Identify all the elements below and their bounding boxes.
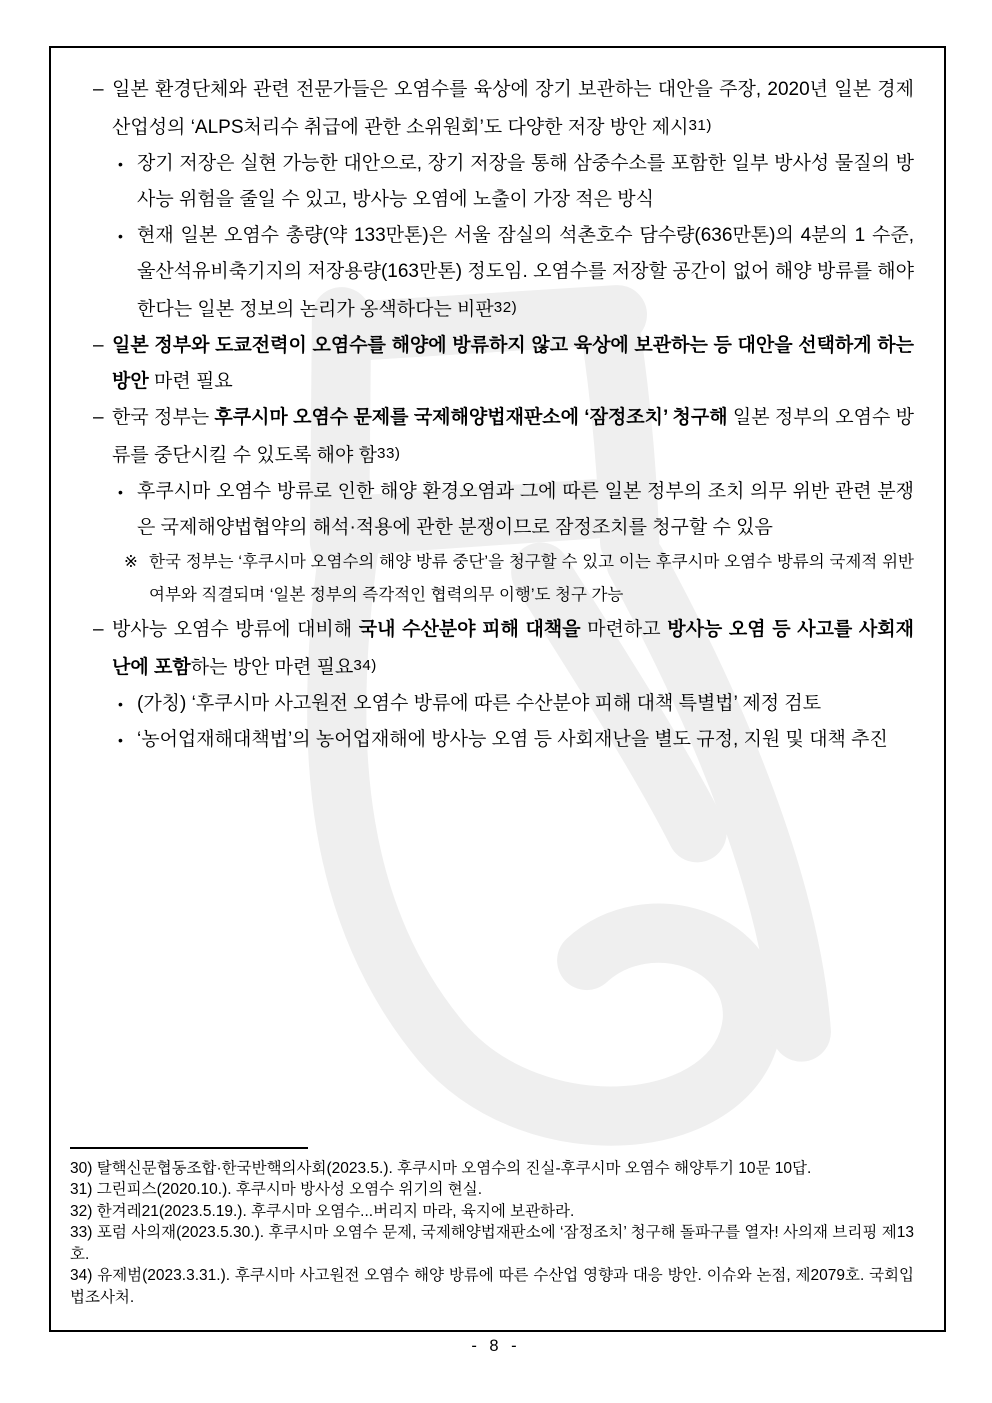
item-text: 일본 환경단체와 관련 전문가들은 오염수를 육상에 장기 보관하는 대안을 주장, 2020년 일본 경제산업성의 ‘ALPS처리수 취급에 관한 소위원회’도 다양한 저장 방안 제시31) [112,79,914,138]
content-box [49,46,946,1332]
bullet-marker: – [93,407,104,428]
item-text: 장기 저장은 실현 가능한 대안으로, 장기 저장을 통해 삼중수소를 포함한 일부 방사성 물질의 방사능 위험을 줄일 수 있고, 방사능 오염에 노출이 가장 적은 방식 [137,153,914,210]
footnote-ref: 33) [377,445,401,462]
item-text: 일본 정부와 도쿄전력이 오염수를 해양에 방류하지 않고 육상에 보관하는 등 대안을 선택하게 하는 방안 마련 필요 [112,335,914,392]
list-item [118,474,914,546]
footnote-area [70,1147,914,1309]
bullet-marker: • [118,228,123,244]
page-number: - 8 - [471,1337,521,1355]
footnote: 34) 유제범(2023.3.31.). 후쿠시마 사고원전 오염수 해양 방류에 따른 수산업 영향과 대응 방안. 이슈와 논점, 제2079호. 국회입법조사처. [70,1267,914,1306]
footnote: 31) 그린피스(2020.10.). 후쿠시마 방사성 오염수 위기의 현실. [70,1181,482,1198]
item-text: 후쿠시마 오염수 방류로 인한 해양 환경오염과 그에 따른 일본 정부의 조치 의무 위반 관련 분쟁은 국제해양법협약의 해석·적용에 관한 분쟁이므로 잠정조치를 청구할 수 있음 [137,481,914,538]
bullet-marker: • [118,484,123,500]
list-item [93,400,914,474]
footnote-ref: 32) [493,299,518,316]
item-text: 한국 정부는 후쿠시마 오염수 문제를 국제해양법재판소에 ‘잠정조치’ 청구해 일본 정부의 오염수 방류를 중단시킬 수 있도록 해야 함33) [112,407,915,466]
bullet-marker: • [118,156,123,172]
list-item [124,546,914,612]
footnote-separator [70,1147,308,1149]
footnote-ref: 31) [688,117,712,134]
bullet-marker: – [93,335,104,356]
list-item [118,218,914,328]
item-text: 방사능 오염수 방류에 대비해 국내 수산분야 피해 대책을 마련하고 방사능 오염 등 사고를 사회재난에 포함하는 방안 마련 필요34) [112,619,914,678]
list-item [118,722,914,758]
footnote-ref: 34) [353,657,377,674]
bullet-marker: ※ [124,553,138,571]
content-items [93,72,914,758]
bullet-marker: – [93,619,104,640]
list-item [93,328,914,400]
list-item [118,146,914,218]
list-item [93,72,914,146]
footnote: 30) 탈핵신문협동조합·한국반핵의사회(2023.5.). 후쿠시마 오염수의 진실-후쿠시마 오염수 해양투기 10문 10답. [70,1159,812,1177]
item-text: ‘농어업재해대책법’의 농어업재해에 방사능 오염 등 사회재난을 별도 규정, 지원 및 대책 추진 [137,729,888,750]
item-text: 한국 정부는 ‘후쿠시마 오염수의 해양 방류 중단’을 청구할 수 있고 이는 후쿠시마 오염수 방류의 국제적 위반 여부와 직결되며 ‘일본 정부의 즉각적인 협력의무 이행’도 청구 가능 [149,553,914,604]
list-item [118,686,914,722]
footnote: 33) 포럼 사의재(2023.5.30.). 후쿠시마 오염수 문제, 국제해양법재판소에 ‘잠정조치’ 청구해 돌파구를 열자! 사의재 브리핑 제13호. [70,1224,914,1263]
list-item [93,612,914,686]
item-text: 현재 일본 오염수 총량(약 133만톤)은 서울 잠실의 석촌호수 담수량(636만톤)의 4분의 1 수준, 울산석유비축기지의 저장용량(163만톤) 정도임. 오염수를 저장할 공간이 없어 해양 방류를 해야 한다는 일본 정보의 논리가 옹색하다는 비판32) [137,225,914,320]
bullet-marker: – [93,79,104,100]
item-text: (가칭) ‘후쿠시마 사고원전 오염수 방류에 따른 수산분야 피해 대책 특별법’ 제정 검토 [137,693,822,714]
footnote-list [70,1158,914,1309]
bullet-marker: • [118,696,123,712]
footnote: 32) 한겨레21(2023.5.19.). 후쿠시마 오염수...버리지 마라, 육지에 보관하라. [70,1202,575,1220]
bullet-marker: • [118,732,123,748]
